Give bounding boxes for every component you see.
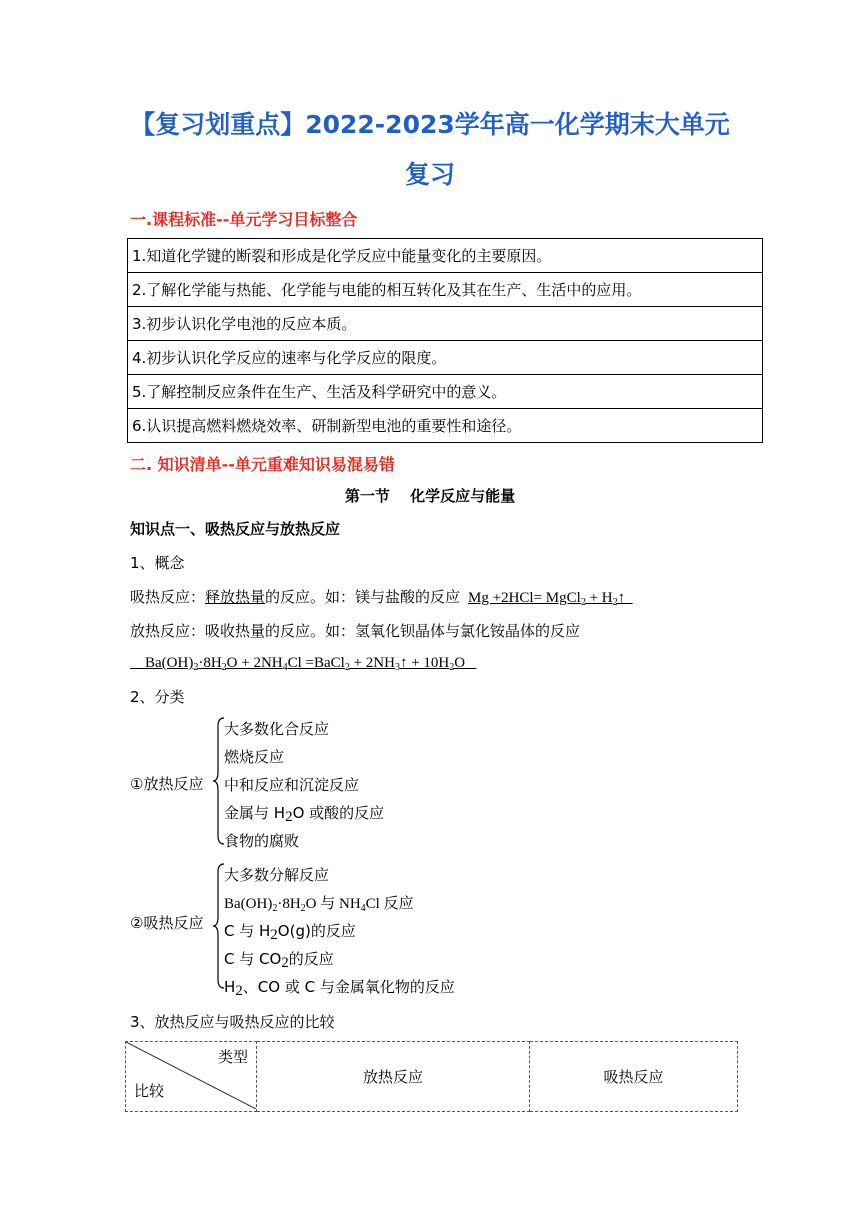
exo-label: ①放热反应 — [130, 775, 204, 793]
corner-bottom-label: 比较 — [134, 1082, 165, 1100]
item-heading-concept: 1、概念 — [130, 554, 185, 572]
concept-exothermic: 放热反应：吸收热量的反应。如：氢氧化钡晶体与氯化铵晶体的反应 — [130, 622, 581, 640]
endo-item: C 与 $CO_2$的反应 — [224, 950, 334, 971]
section-heading-1: 一.课程标准--单元学习目标整合 — [130, 210, 358, 229]
endo-label: ②吸热反应 — [130, 914, 204, 932]
exo-item: 燃烧反应 — [224, 748, 285, 766]
exo-item: 大多数化合反应 — [224, 720, 330, 738]
goal-item: 3.初步认识化学电池的反应本质。 — [128, 307, 763, 341]
doc-title-line2: 复习 — [404, 160, 455, 189]
concept-label: 吸热反应： — [130, 588, 206, 606]
endo-item: 大多数分解反应 — [224, 866, 330, 884]
corner-top-label: 类型 — [217, 1048, 248, 1066]
endo-item: $Ba(OH)_2\cdot 8H_2O$ 与 $NH_4Cl$ 反应 — [224, 896, 414, 914]
concept-rest: 的反应。如：镁与盐酸的反应 — [265, 588, 461, 606]
goal-item: 5.了解控制反应条件在生产、生活及科学研究中的意义。 — [128, 375, 763, 409]
equation-baoh: $Ba(OH)_2\cdot 8H_2O + 2NH_4Cl$ =BaCl$_2$ + $2NH_3↑ + 10H_2O$ — [145, 655, 466, 673]
goal-item: 4.初步认识化学反应的速率与化学反应的限度。 — [128, 341, 763, 375]
col-header-exothermic: 放热反应 — [257, 1042, 530, 1112]
col-header-endothermic: 吸热反应 — [530, 1042, 738, 1112]
section-heading-2: 二. 知识清单--单元重难知识易混易错 — [130, 455, 395, 474]
chapter-title: 第一节 化学反应与能量 — [344, 487, 516, 505]
goal-item: 2.了解化学能与热能、化学能与电能的相互转化及其在生产、生活中的应用。 — [128, 273, 763, 307]
item-heading-classification: 2、分类 — [130, 688, 185, 706]
doc-title-line1: 【复习划重点】2022-2023学年高一化学期末大单元 — [130, 110, 730, 139]
knowledge-point-title: 知识点一、吸热反应与放热反应 — [130, 520, 341, 538]
item-heading-comparison: 3、放热反应与吸热反应的比较 — [130, 1013, 335, 1031]
goal-item: 6.认识提高燃料燃烧效率、研制新型电池的重要性和途径。 — [128, 409, 763, 443]
equation-mg: Mg +2HCl= MgCl$_2$ + $H_2↑$ — [468, 590, 626, 608]
concept-endothermic — [130, 586, 633, 607]
exo-item: 金属与 $H_2O$ 或酸的反应 — [224, 804, 385, 825]
endo-item: C 与 $H_2O(g)$的反应 — [224, 922, 356, 943]
comparison-table — [125, 1041, 738, 1112]
goals-table — [127, 238, 763, 443]
exo-item: 食物的腐败 — [224, 832, 300, 850]
table-corner-cell — [126, 1042, 257, 1112]
exo-item: 中和反应和沉淀反应 — [224, 776, 360, 794]
goal-item: 1.知道化学键的断裂和形成是化学反应中能量变化的主要原因。 — [128, 239, 763, 273]
concept-definition: 释放热量 — [205, 588, 266, 606]
endo-item: $H_2$、CO 或 C 与金属氧化物的反应 — [224, 978, 455, 999]
